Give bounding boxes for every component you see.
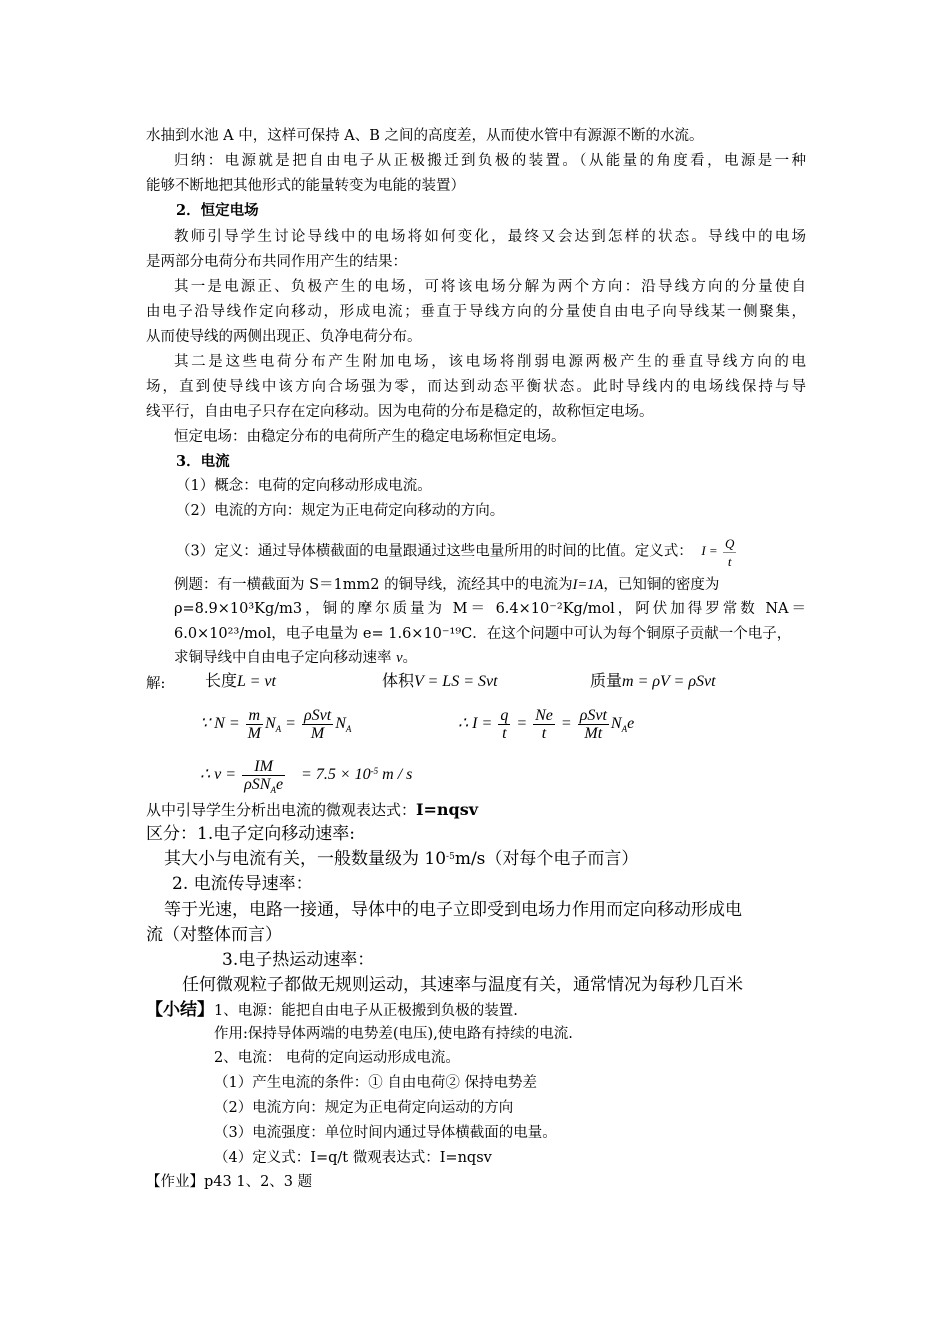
definition-text: （3）定义：通过导体横截面的电量跟通过这些电量所用的时间的比值。定义式： bbox=[176, 543, 693, 560]
summary-line: （1）产生电流的条件：① 自由电荷② 保持电势差 bbox=[214, 1075, 537, 1091]
summary-line: 作用:保持导体两端的电势差(电压),使电路有持续的电流. bbox=[214, 1026, 573, 1042]
velocity-result-equation: ∴ v = $\frac{IM}{\rho SN_Ae}$ = $7.5 \times 10^{-5}$ m / s bbox=[200, 757, 413, 796]
para-line: 是两部分电荷分布共同作用产生的结果： bbox=[146, 254, 407, 270]
current-equation: ∴ I = $\frac{q}{t}$ = $\frac{Ne}{t}$ = $\frac{\text{ρSvt}}{Mt}$ $N_Ae$ bbox=[458, 706, 635, 742]
distinction-line: 其大小与电流有关，一般数量级为 $10^{-5}m/s$（对每个电子而言） bbox=[164, 849, 639, 869]
para-line: 教师引导学生讨论导线中的电场将如何变化，最终又会达到怎样的状态。导线中的电场 bbox=[174, 229, 806, 245]
volume-equation: 体积V = LS = Svt bbox=[382, 673, 498, 690]
distinction-line: 3.电子热运动速率： bbox=[222, 950, 375, 970]
example-line: 求铜导线中自由电子定向移动速率 v。 bbox=[174, 650, 418, 666]
para-line: 归纳：电源就是把自由电子从正极搬迁到负极的装置。（从能量的角度看，电源是一种 bbox=[174, 153, 806, 169]
length-equation: 长度L = vt bbox=[205, 673, 276, 690]
para-line: 恒定电场：由稳定分布的电荷所产生的稳定电场称恒定电场。 bbox=[174, 429, 566, 445]
homework-line: 【作业】p43 1、2、3 题 bbox=[146, 1174, 313, 1190]
summary-line: （4）定义式：I=q/t 微观表达式：I=nqsv bbox=[214, 1150, 492, 1166]
summary-line: （3）电流强度：单位时间内通过导体横截面的电量。 bbox=[214, 1125, 557, 1141]
para-line: （2）电流的方向：规定为正电荷定向移动的方向。 bbox=[176, 503, 505, 519]
summary-line: （2）电流方向：规定为正电荷定向运动的方向 bbox=[214, 1100, 514, 1116]
fraction: $\frac{q}{t}$ bbox=[500, 706, 509, 742]
solution-label: 解: bbox=[146, 676, 166, 692]
fraction: $\frac{Ne}{t}$ bbox=[535, 706, 553, 742]
micro-expression-line: 从中引导学生分析出电流的微观表达式：I=nqsv bbox=[146, 800, 479, 819]
example-line: 6.0×10²³/mol，电子电量为 e= 1.6×10⁻¹⁹C．在这个问题中可认为每个铜原子贡献一个电子， bbox=[174, 626, 792, 642]
distinction-line: 等于光速，电路一接通，导体中的电子立即受到电场力作用而定向移动形成电 bbox=[164, 900, 742, 920]
para-line: 其二是这些电荷分布产生附加电场，该电场将削弱电源两极产生的垂直导线方向的电 bbox=[174, 354, 806, 370]
fraction: $\frac{m}{M}$ bbox=[247, 706, 261, 742]
summary-label: 【小结】 bbox=[146, 1000, 214, 1020]
fraction: $\frac{\text{ρSvt}}{M}$ bbox=[303, 706, 332, 742]
example-line: 例题：有一横截面为 S＝1mm2 的铜导线，流经其中的电流为I=1A，已知铜的密度为 bbox=[174, 577, 720, 593]
atom-count-equation: ∵ N = $\frac{m}{M}$ $N_A$ = $\frac{\text{ρSvt}}{M}$ $N_A$ bbox=[200, 706, 352, 742]
fraction: $\frac{IM}{\rho SN_Ae}$ bbox=[244, 757, 284, 796]
current-definition-formula: I = $\frac{Q}{t}$ bbox=[701, 536, 735, 569]
distinction-line: 任何微观粒子都做无规则运动，其速率与温度有关，通常情况为每秒几百米 bbox=[182, 975, 743, 995]
para-line: 从而使导线的两侧出现正、负净电荷分布。 bbox=[146, 329, 422, 345]
distinction-line: 2. 电流传导速率： bbox=[172, 874, 313, 894]
section-heading: 2．恒定电场 bbox=[176, 202, 259, 219]
section-heading: 3．电流 bbox=[176, 453, 230, 470]
fraction: $\frac{\text{ρSvt}}{Mt}$ bbox=[579, 706, 607, 742]
fraction: $\frac{Q}{t}$ bbox=[724, 536, 735, 569]
para-line bbox=[176, 535, 738, 570]
para-line: 场，直到使导线中该方向合场强为零，而达到动态平衡状态。此时导线内的电场线保持与导 bbox=[146, 379, 806, 395]
para-line: 由电子沿导线作定向移动，形成电流；垂直于导线方向的分量使自由电子向导线某一侧聚集， bbox=[146, 304, 806, 320]
para-line: 其一是电源正、负极产生的电场，可将该电场分解为两个方向：沿导线方向的分量使自 bbox=[174, 279, 806, 295]
para-line: （1）概念：电荷的定向移动形成电流。 bbox=[176, 478, 432, 494]
para-line: 能够不断地把其他形式的能量转变为电能的装置） bbox=[146, 178, 465, 194]
example-line: ρ=8.9×10³Kg/m3，铜的摩尔质量为 M＝ 6.4×10⁻²Kg/mol，阿伏加得罗常数 NA＝ bbox=[174, 601, 806, 617]
para-line: 线平行，自由电子只存在定向移动。因为电荷的分布是稳定的，故称恒定电场。 bbox=[146, 404, 654, 420]
summary-line: 2、电流： 电荷的定向运动形成电流。 bbox=[214, 1050, 460, 1066]
summary-line: 【小结】1、电源：能把自由电子从正极搬到负极的装置. bbox=[146, 1000, 518, 1020]
distinction-line: 流（对整体而言） bbox=[146, 925, 282, 945]
para-line: 水抽到水池 A 中，这样可保持 A、B 之间的高度差，从而使水管中有源源不断的水流。 bbox=[146, 128, 704, 144]
distinction-line: 区分：1.电子定向移动速率: bbox=[146, 824, 355, 844]
mass-equation: 质量m = ρV = ρSvt bbox=[590, 673, 716, 690]
